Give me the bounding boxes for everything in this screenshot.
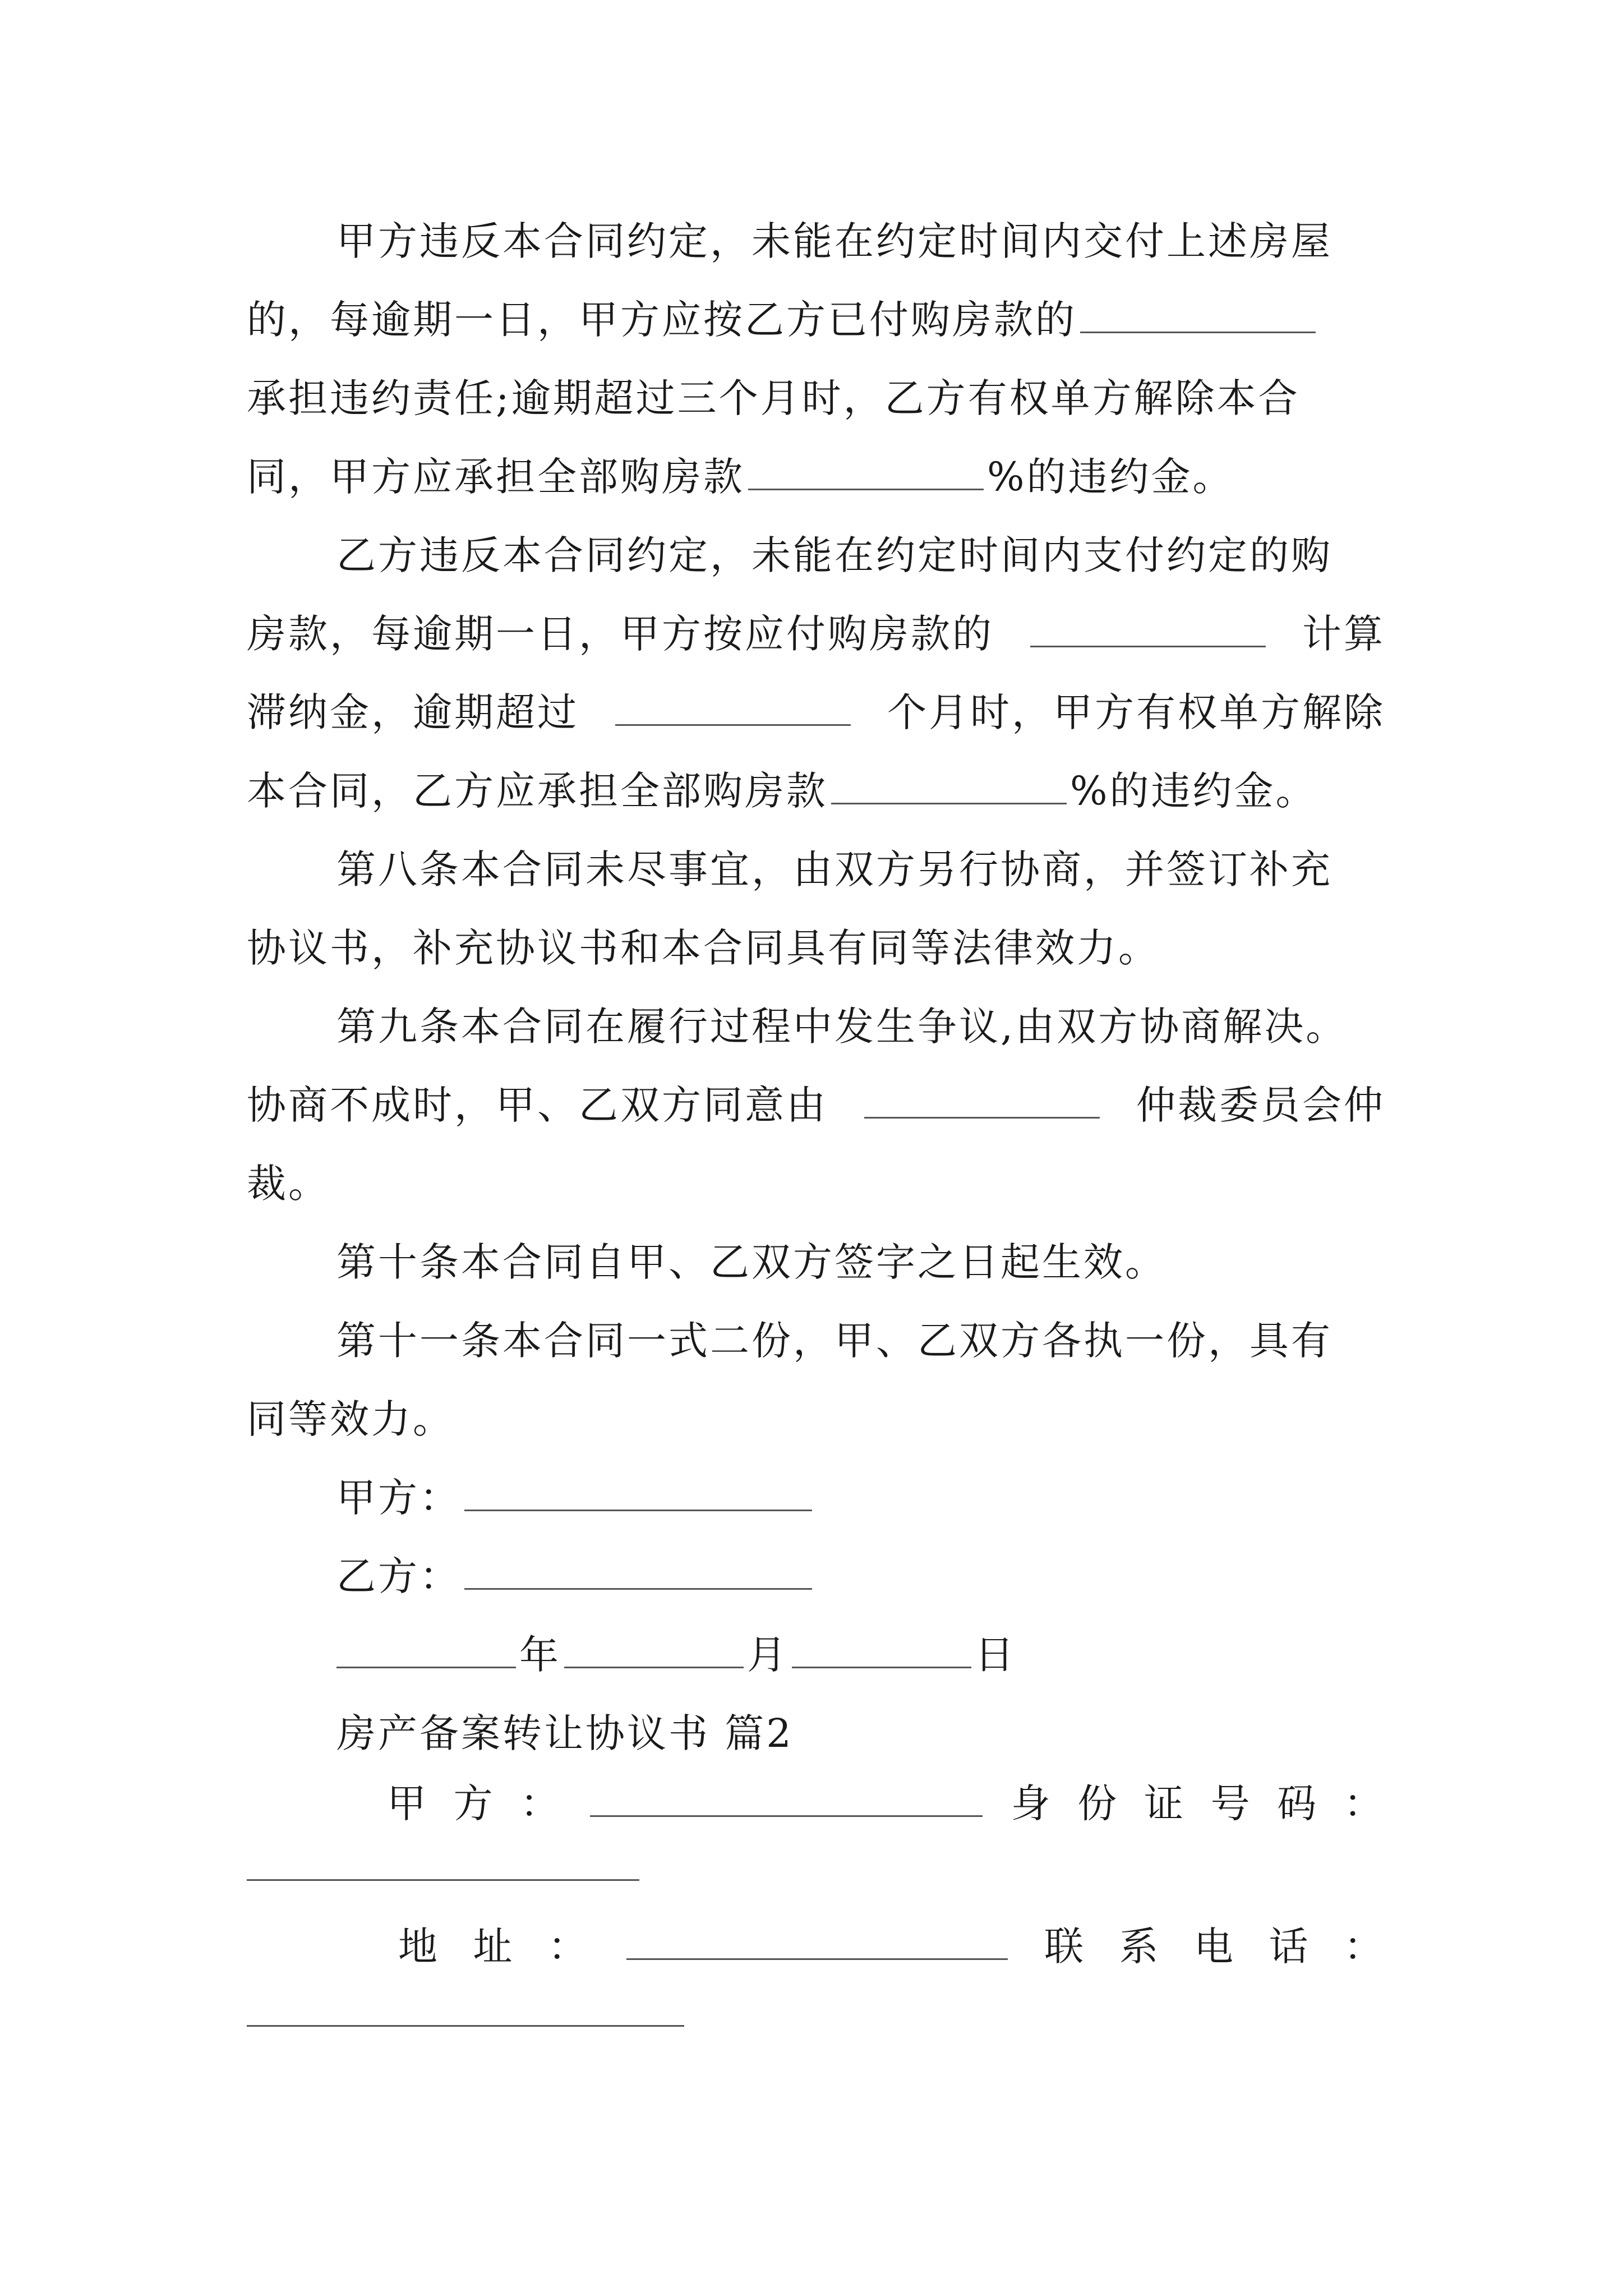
day-label: 日 bbox=[975, 1632, 1016, 1678]
text: 甲方违反本合同约定，未能在约定时间内交付上述房屋 bbox=[336, 218, 1332, 264]
year-label: 年 bbox=[519, 1632, 561, 1678]
year-blank bbox=[336, 1632, 516, 1668]
text: %的违约金。 bbox=[1070, 768, 1317, 814]
id-char: 号 bbox=[1210, 1780, 1252, 1826]
party-a-char: 方 bbox=[453, 1780, 495, 1826]
signature-blank bbox=[464, 1475, 812, 1511]
id-char: 码 bbox=[1277, 1780, 1319, 1826]
phone-char: 系 bbox=[1119, 1924, 1161, 1970]
paragraph-6-line-1 bbox=[336, 1313, 1385, 1369]
id-char: 证 bbox=[1144, 1780, 1186, 1826]
party-a-char: ： bbox=[520, 1780, 562, 1826]
paragraph-2-line-2 bbox=[247, 606, 1385, 662]
id-number-blank bbox=[247, 1879, 639, 1881]
phone-char: 电 bbox=[1194, 1924, 1235, 1970]
paragraph-4-line-3 bbox=[247, 1156, 1385, 1212]
signature-date bbox=[336, 1627, 1385, 1683]
text: 滞纳金，逾期超过 bbox=[247, 689, 579, 735]
signature-party-a bbox=[336, 1470, 1385, 1526]
text: %的违约金。 bbox=[987, 454, 1234, 500]
paragraph-3-line-2 bbox=[247, 920, 1385, 976]
text: 第九条本合同在履行过程中发生争议,由双方协商解决。 bbox=[336, 1004, 1348, 1050]
text: 仲裁委员会仲 bbox=[1136, 1082, 1385, 1128]
text: 房款，每逾期一日，甲方按应付购房款的 bbox=[247, 611, 994, 657]
party-a-id-line bbox=[387, 1775, 1385, 1832]
party-a-label: 甲方： bbox=[336, 1475, 461, 1521]
phone-number-blank bbox=[247, 2025, 684, 2027]
address-char: 址 bbox=[473, 1924, 515, 1970]
section-title: 房产备案转让协议书 篇2 bbox=[336, 1710, 794, 1756]
id-char: 身 bbox=[1011, 1780, 1053, 1826]
text: 裁。 bbox=[247, 1161, 330, 1207]
phone-char: 联 bbox=[1044, 1924, 1086, 1970]
text: 第十条本合同自甲、乙双方签字之日起生效。 bbox=[336, 1239, 1166, 1285]
text: 本合同，乙方应承担全部购房款 bbox=[247, 768, 828, 814]
party-a-char: 甲 bbox=[387, 1780, 428, 1826]
text: 第十一条本合同一式二份，甲、乙双方各执一份，具有 bbox=[336, 1318, 1332, 1364]
paragraph-2-line-4 bbox=[247, 763, 1385, 819]
paragraph-3-line-1 bbox=[336, 841, 1385, 898]
text: 乙方违反本合同约定，未能在约定时间内支付约定的购 bbox=[336, 532, 1332, 578]
text: 同等效力。 bbox=[247, 1396, 454, 1442]
fill-blank bbox=[615, 689, 851, 726]
address-char: 地 bbox=[398, 1924, 440, 1970]
paragraph-5-line-1 bbox=[336, 1234, 1385, 1290]
address-char: ： bbox=[548, 1924, 589, 1970]
signature-party-b bbox=[336, 1548, 1385, 1604]
month-blank bbox=[564, 1632, 744, 1668]
paragraph-1-line-3 bbox=[247, 370, 1385, 426]
signature-blank bbox=[464, 1553, 812, 1590]
paragraph-1-line-2 bbox=[247, 292, 1385, 348]
address-phone-line bbox=[398, 1918, 1385, 1975]
text: 的，每逾期一日，甲方应按乙方已付购房款的 bbox=[247, 297, 1077, 343]
fill-blank bbox=[1030, 611, 1266, 647]
paragraph-4-line-1 bbox=[336, 999, 1385, 1055]
party-b-label: 乙方： bbox=[336, 1553, 461, 1599]
paragraph-2-line-1 bbox=[336, 527, 1385, 583]
text: 第八条本合同未尽事宜，由双方另行协商，并签订补充 bbox=[336, 846, 1332, 892]
text: 同，甲方应承担全部购房款 bbox=[247, 454, 745, 500]
id-char: 份 bbox=[1077, 1780, 1119, 1826]
month-label: 月 bbox=[747, 1632, 789, 1678]
paragraph-1-line-4 bbox=[247, 449, 1385, 505]
text: 个月时，甲方有权单方解除 bbox=[887, 689, 1385, 735]
fill-blank bbox=[831, 768, 1067, 804]
text: 协议书，补充协议书和本合同具有同等法律效力。 bbox=[247, 925, 1160, 971]
paragraph-2-line-3 bbox=[247, 684, 1385, 740]
fill-blank bbox=[748, 454, 984, 490]
paragraph-1-line-1 bbox=[336, 213, 1385, 269]
phone-char: ： bbox=[1344, 1924, 1385, 1970]
text: 计算 bbox=[1302, 611, 1385, 657]
address-blank bbox=[626, 1924, 1008, 1960]
party-a-blank bbox=[590, 1780, 983, 1817]
text: 承担违约责任;逾期超过三个月时，乙方有权单方解除本合 bbox=[247, 375, 1300, 421]
section-2-title bbox=[336, 1705, 1385, 1761]
paragraph-6-line-2 bbox=[247, 1391, 1385, 1447]
text: 协商不成时，甲、乙双方同意由 bbox=[247, 1082, 828, 1128]
fill-blank bbox=[1080, 297, 1316, 333]
phone-char: 话 bbox=[1269, 1924, 1311, 1970]
paragraph-4-line-2 bbox=[247, 1077, 1385, 1133]
id-char: ： bbox=[1343, 1780, 1385, 1826]
day-blank bbox=[792, 1632, 971, 1668]
fill-blank bbox=[864, 1082, 1100, 1119]
